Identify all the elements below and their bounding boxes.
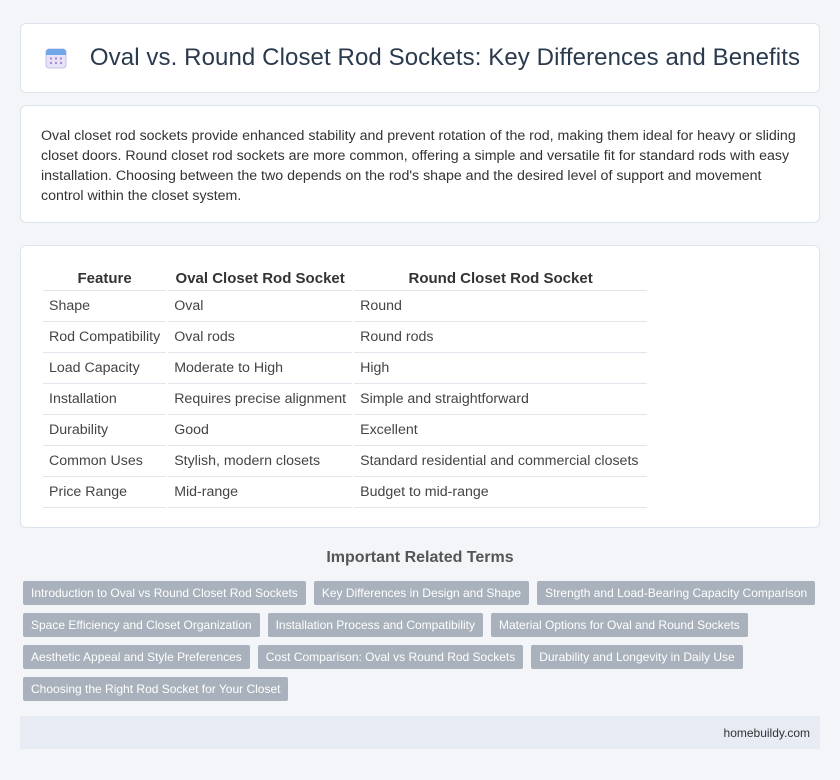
title-card — [20, 23, 820, 93]
cell-oval: Good — [168, 415, 352, 446]
header-round: Round Closet Rod Socket — [354, 266, 647, 291]
related-tag[interactable]: Introduction to Oval vs Round Closet Rod Sockets — [23, 581, 306, 605]
related-tag[interactable]: Key Differences in Design and Shape — [314, 581, 529, 605]
related-tag[interactable]: Durability and Longevity in Daily Use — [531, 645, 742, 669]
related-tag[interactable]: Material Options for Oval and Round Sockets — [491, 613, 748, 637]
cell-feature: Common Uses — [43, 446, 166, 477]
related-tag[interactable]: Aesthetic Appeal and Style Preferences — [23, 645, 250, 669]
cell-round: High — [354, 353, 647, 384]
related-terms-tags — [23, 581, 823, 701]
table-row — [43, 322, 647, 353]
table-row — [43, 446, 647, 477]
related-tag[interactable]: Choosing the Right Rod Socket for Your Closet — [23, 677, 288, 701]
page-title: Oval vs. Round Closet Rod Sockets: Key Differences and Benefits — [89, 44, 801, 71]
cell-round: Standard residential and commercial closets — [354, 446, 647, 477]
cell-oval: Stylish, modern closets — [168, 446, 352, 477]
related-tag[interactable]: Strength and Load-Bearing Capacity Comparison — [537, 581, 815, 605]
cell-feature: Shape — [43, 291, 166, 322]
calendar-icon — [44, 46, 68, 70]
cell-round: Excellent — [354, 415, 647, 446]
related-tag[interactable]: Installation Process and Compatibility — [268, 613, 483, 637]
related-tag[interactable]: Space Efficiency and Closet Organization — [23, 613, 260, 637]
header-oval: Oval Closet Rod Socket — [168, 266, 352, 291]
comparison-table-card — [20, 245, 820, 528]
cell-oval: Oval rods — [168, 322, 352, 353]
cell-feature: Load Capacity — [43, 353, 166, 384]
table-header-row — [43, 266, 647, 291]
related-terms-heading: Important Related Terms — [326, 549, 514, 566]
footer-site-link[interactable]: homebuildy.com — [723, 725, 810, 740]
cell-oval: Oval — [168, 291, 352, 322]
intro-card — [20, 105, 820, 223]
cell-round: Round — [354, 291, 647, 322]
table-row — [43, 415, 647, 446]
related-tag[interactable]: Cost Comparison: Oval vs Round Rod Sockets — [258, 645, 523, 669]
cell-feature: Installation — [43, 384, 166, 415]
cell-feature: Durability — [43, 415, 166, 446]
table-row — [43, 291, 647, 322]
cell-oval: Moderate to High — [168, 353, 352, 384]
cell-feature: Rod Compatibility — [43, 322, 166, 353]
comparison-table — [41, 266, 649, 508]
table-row — [43, 353, 647, 384]
intro-paragraph: Oval closet rod sockets provide enhanced stability and prevent rotation of the rod, making them ideal for heavy or sliding closet doors. Round closet rod sockets are more common, offering a simple and versatile fit for standard rods with easy installation. Choosing between the two depends on the rod's shape and the desired level of support and movement control within the closet system. — [41, 128, 796, 204]
footer — [20, 716, 820, 749]
cell-feature: Price Range — [43, 477, 166, 508]
header-feature: Feature — [43, 266, 166, 291]
cell-oval: Requires precise alignment — [168, 384, 352, 415]
cell-round: Simple and straightforward — [354, 384, 647, 415]
table-row — [43, 477, 647, 508]
table-row — [43, 384, 647, 415]
cell-round: Round rods — [354, 322, 647, 353]
cell-oval: Mid-range — [168, 477, 352, 508]
cell-round: Budget to mid-range — [354, 477, 647, 508]
